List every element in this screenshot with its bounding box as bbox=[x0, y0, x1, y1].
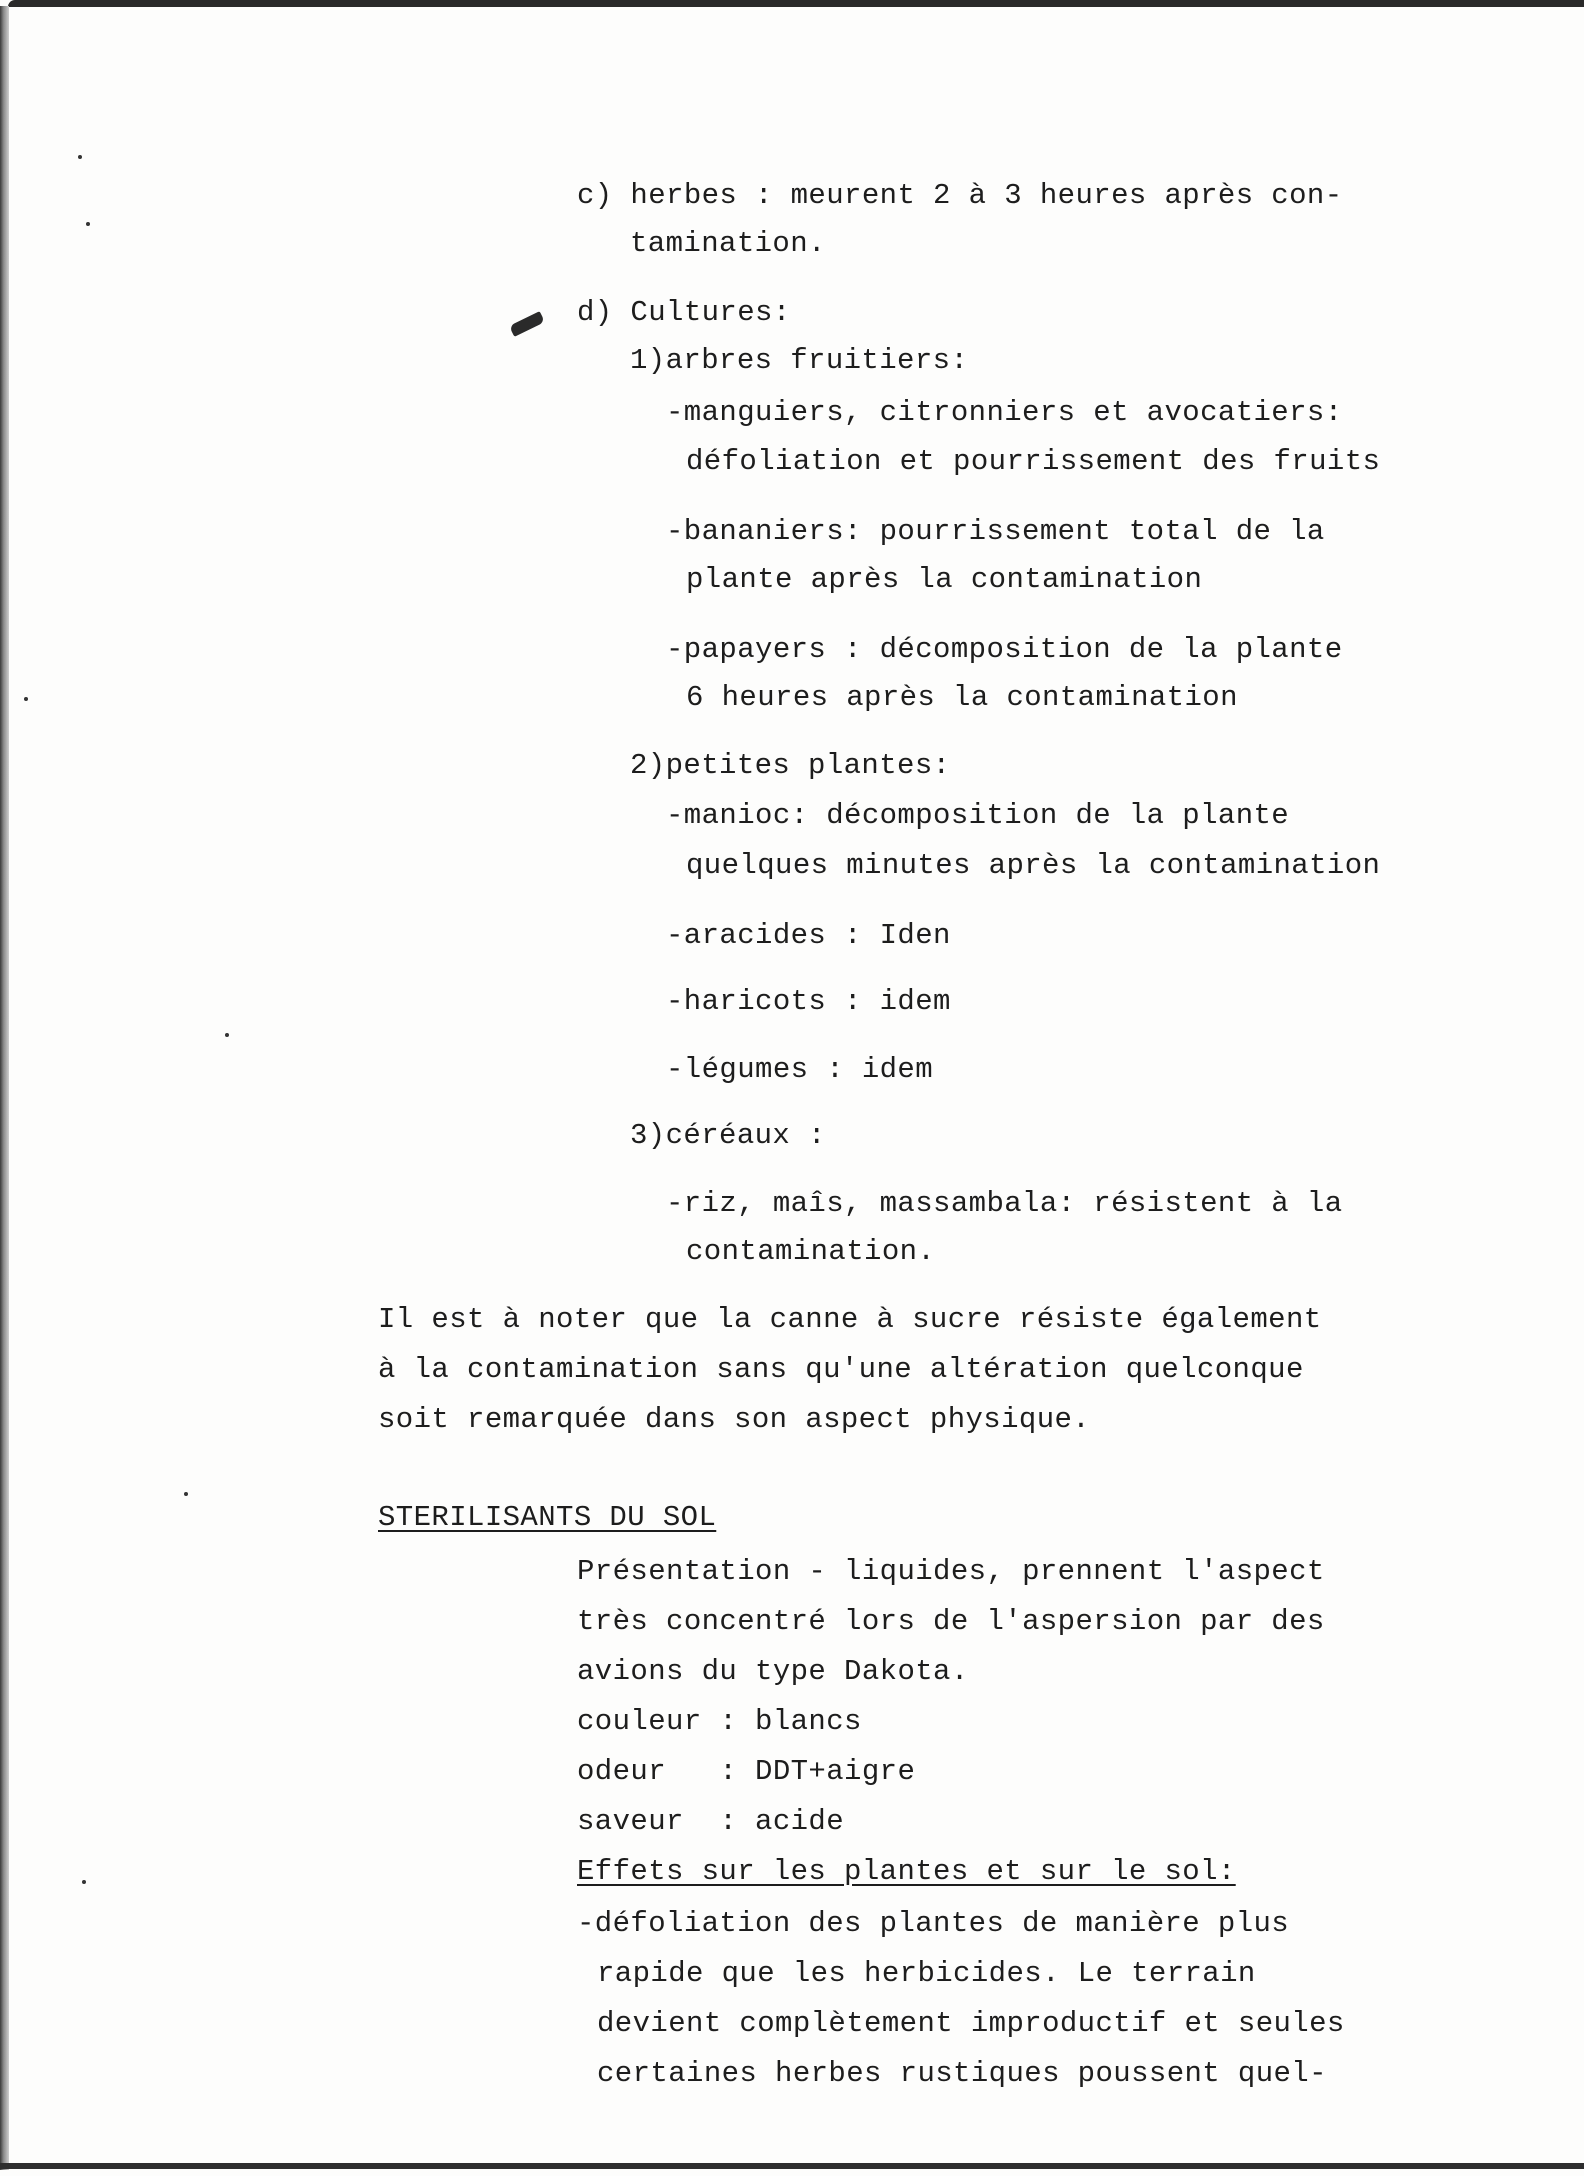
text-line: avions du type Dakota. bbox=[577, 1655, 969, 1688]
text-line: devient complètement improductif et seules bbox=[597, 2007, 1345, 2040]
page-edge-bottom bbox=[0, 2163, 1584, 2169]
text-line: défoliation et pourrissement des fruits bbox=[686, 445, 1381, 478]
section-heading: STERILISANTS DU SOL bbox=[378, 1501, 717, 1534]
text-line: quelques minutes après la contamination bbox=[686, 849, 1381, 882]
text-line: rapide que les herbicides. Le terrain bbox=[597, 1957, 1256, 1990]
text-line: -bananiers: pourrissement total de la bbox=[666, 515, 1325, 548]
speck bbox=[24, 697, 28, 701]
text-line: -papayers : décomposition de la plante bbox=[666, 633, 1343, 666]
text-line: -légumes : idem bbox=[666, 1053, 934, 1086]
text-line: tamination. bbox=[630, 227, 826, 260]
text-line: très concentré lors de l'aspersion par des bbox=[577, 1605, 1325, 1638]
text-line: -riz, maîs, massambala: résistent à la bbox=[666, 1187, 1343, 1220]
text-line: 2)petites plantes: bbox=[630, 749, 951, 782]
text-line: Présentation - liquides, prennent l'aspect bbox=[577, 1555, 1325, 1588]
subheading: Effets sur les plantes et sur le sol: bbox=[577, 1855, 1236, 1888]
text-line: plante après la contamination bbox=[686, 563, 1203, 596]
speck bbox=[184, 1492, 188, 1496]
text-line: certaines herbes rustiques poussent quel- bbox=[597, 2057, 1327, 2090]
text-line: 6 heures après la contamination bbox=[686, 681, 1238, 714]
text-line: d) Cultures: bbox=[577, 296, 791, 329]
pen-mark bbox=[509, 311, 545, 337]
speck bbox=[86, 222, 90, 226]
text-line: saveur : acide bbox=[577, 1805, 845, 1838]
text-line: -haricots : idem bbox=[666, 985, 951, 1018]
text-line: -défoliation des plantes de manière plus bbox=[577, 1907, 1290, 1940]
text-line: -manioc: décomposition de la plante bbox=[666, 799, 1290, 832]
text-line: contamination. bbox=[686, 1235, 936, 1268]
speck bbox=[82, 1880, 86, 1884]
speck bbox=[78, 155, 82, 159]
text-line: 3)céréaux : bbox=[630, 1119, 826, 1152]
text-line: soit remarquée dans son aspect physique. bbox=[378, 1403, 1091, 1436]
text-line: Il est à noter que la canne à sucre résiste également bbox=[378, 1303, 1322, 1336]
text-line: couleur : blancs bbox=[577, 1705, 862, 1738]
text-line: c) herbes : meurent 2 à 3 heures après con- bbox=[577, 179, 1343, 212]
text-line: 1)arbres fruitiers: bbox=[630, 344, 969, 377]
text-line: à la contamination sans qu'une altération quelconque bbox=[378, 1353, 1304, 1386]
speck bbox=[225, 1033, 229, 1037]
page-edge-top bbox=[8, 0, 1584, 7]
text-line: -manguiers, citronniers et avocatiers: bbox=[666, 396, 1343, 429]
text-line: odeur : DDT+aigre bbox=[577, 1755, 916, 1788]
page-edge-left bbox=[0, 6, 9, 2170]
text-line: -aracides : Iden bbox=[666, 919, 951, 952]
